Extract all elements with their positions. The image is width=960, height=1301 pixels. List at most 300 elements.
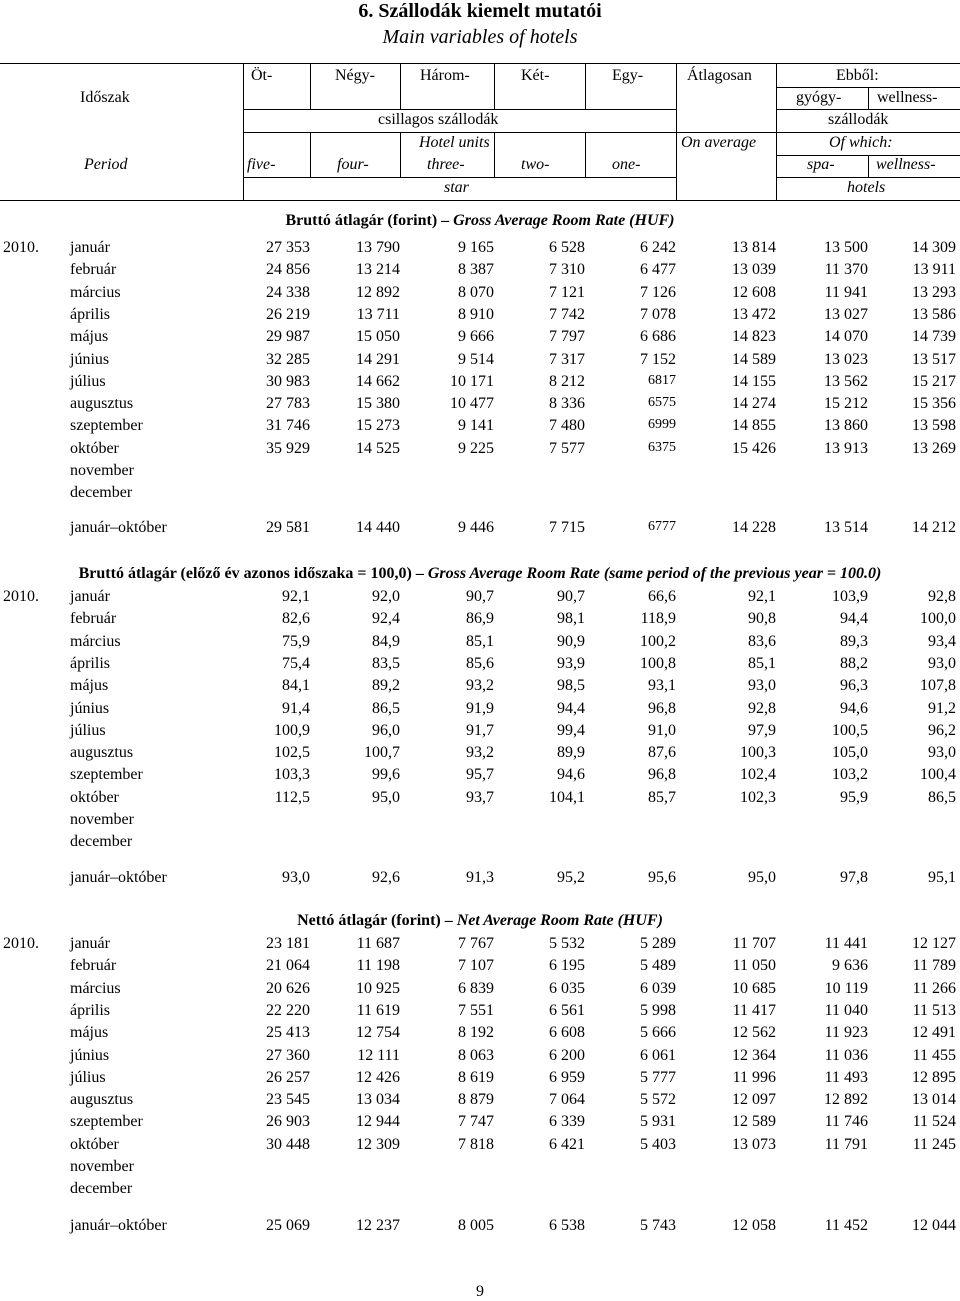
- table-cell: 13 034: [356, 1091, 400, 1109]
- table-cell: 93,0: [928, 654, 956, 672]
- table-row: [0, 980, 960, 1002]
- table-cell: 12 044: [912, 1217, 956, 1234]
- table-cell: 12 127: [912, 935, 956, 952]
- table-cell: 11 455: [912, 1046, 956, 1064]
- table-row: [0, 440, 960, 462]
- table-cell: 12 608: [732, 283, 776, 301]
- header-sub-rule-left: [243, 109, 676, 110]
- section-title-hu: Bruttó átlagár (forint) –: [285, 212, 450, 229]
- table-cell: 5 403: [640, 1135, 676, 1153]
- table-cell: 12 058: [732, 1217, 776, 1234]
- table-cell: 6575: [648, 395, 676, 411]
- table-cell: 15 380: [356, 395, 400, 413]
- table-cell: 6 686: [640, 328, 676, 346]
- table-cell: 13 860: [824, 417, 868, 435]
- table-cell: 13 039: [732, 261, 776, 279]
- table-cell: 8 336: [549, 395, 585, 413]
- table-cell: 13 911: [912, 261, 956, 279]
- month-label: január: [70, 239, 110, 256]
- table-cell: 11 746: [824, 1113, 868, 1131]
- table-cell: 10 685: [732, 979, 776, 997]
- table-cell: 11 923: [824, 1024, 868, 1042]
- table-cell: 13 472: [732, 305, 776, 323]
- table-cell: 13 913: [824, 439, 868, 457]
- table-cell: 24 338: [266, 283, 310, 301]
- table-cell: 100,4: [920, 766, 956, 784]
- month-label: január–október: [70, 869, 167, 886]
- table-cell: 32 285: [266, 350, 310, 368]
- table-cell: 22 220: [266, 1001, 310, 1019]
- table-cell: 8 212: [549, 372, 585, 390]
- section-title-hu: Bruttó átlagár (előző év azonos időszaka = 100,0) –: [78, 565, 424, 582]
- table-cell: 86,9: [466, 610, 494, 628]
- year-label: 2010.: [3, 588, 39, 605]
- table-cell: 13 562: [824, 372, 868, 390]
- header-col-divider: [310, 132, 311, 177]
- month-label: július: [70, 721, 106, 739]
- table-cell: 8 879: [458, 1091, 494, 1109]
- table-cell: 11 245: [912, 1135, 956, 1153]
- table-cell: 14 070: [824, 328, 868, 346]
- table-row: [0, 1047, 960, 1069]
- table-cell: 99,6: [372, 766, 400, 784]
- header-col-divider: [868, 87, 869, 109]
- table-cell: 7 742: [549, 305, 585, 323]
- month-label: május: [70, 328, 109, 346]
- header-col-divider: [400, 132, 401, 177]
- table-cell: 7 107: [458, 957, 494, 975]
- table-cell: 14 274: [732, 395, 776, 413]
- table-cell: 15 217: [912, 372, 956, 390]
- table-cell: 88,2: [840, 654, 868, 672]
- table-cell: 13 293: [912, 283, 956, 301]
- header-mid-rule: [243, 132, 960, 133]
- month-label: április: [70, 1001, 110, 1019]
- table-cell: 12 895: [912, 1068, 956, 1086]
- header-three-hu: Három-: [420, 67, 470, 84]
- section-title: [0, 565, 960, 583]
- table-row: [0, 519, 960, 541]
- table-cell: 25 413: [266, 1024, 310, 1042]
- table-cell: 92,4: [372, 610, 400, 628]
- table-cell: 92,1: [748, 588, 776, 605]
- table-cell: 12 309: [356, 1135, 400, 1153]
- table-row: [0, 1024, 960, 1046]
- table-row: [0, 306, 960, 328]
- table-cell: 9 446: [458, 519, 494, 536]
- month-label: július: [70, 1068, 106, 1086]
- month-label: szeptember: [70, 417, 143, 435]
- table-row: [0, 1158, 960, 1180]
- table-cell: 14 228: [732, 519, 776, 536]
- header-three-en: three-: [427, 156, 465, 173]
- table-cell: 12 589: [732, 1113, 776, 1131]
- table-row: [0, 239, 960, 261]
- month-label: december: [70, 833, 133, 851]
- table-cell: 100,0: [920, 610, 956, 628]
- table-cell: 7 480: [549, 417, 585, 435]
- table-cell: 96,8: [648, 766, 676, 784]
- header-col-divider: [868, 155, 869, 177]
- table-cell: 14 589: [732, 350, 776, 368]
- table-cell: 93,2: [466, 744, 494, 762]
- table-row: [0, 811, 960, 833]
- table-cell: 94,4: [557, 699, 585, 717]
- month-label: március: [70, 283, 121, 301]
- table-cell: 7 064: [549, 1091, 585, 1109]
- table-cell: 13 586: [912, 305, 956, 323]
- table-cell: 93,1: [648, 677, 676, 695]
- table-cell: 14 309: [912, 239, 956, 256]
- table-cell: 6 061: [640, 1046, 676, 1064]
- table-cell: 85,1: [748, 654, 776, 672]
- table-cell: 92,8: [748, 699, 776, 717]
- month-label: január–október: [70, 1217, 167, 1234]
- table-cell: 11 524: [912, 1113, 956, 1131]
- header-wellness-hu: wellness-: [877, 89, 938, 106]
- table-cell: 30 983: [266, 372, 310, 390]
- table-cell: 87,6: [648, 744, 676, 762]
- table-cell: 21 064: [266, 957, 310, 975]
- header-bottom-rule: [0, 200, 960, 201]
- table-row: [0, 351, 960, 373]
- table-cell: 14 525: [356, 439, 400, 457]
- table-cell: 23 181: [266, 935, 310, 952]
- table-cell: 26 257: [266, 1068, 310, 1086]
- header-average-hu: Átlagosan: [687, 67, 752, 84]
- table-cell: 11 513: [912, 1001, 956, 1019]
- table-cell: 91,2: [928, 699, 956, 717]
- header-sub-rule-right-en: [776, 177, 960, 178]
- table-cell: 14 212: [912, 519, 956, 536]
- table-cell: 27 360: [266, 1046, 310, 1064]
- table-cell: 89,2: [372, 677, 400, 695]
- table-cell: 5 998: [640, 1001, 676, 1019]
- table-cell: 6817: [648, 372, 676, 388]
- month-label: szeptember: [70, 1113, 143, 1131]
- table-cell: 12 111: [357, 1046, 400, 1064]
- header-ofwhich-en: Of which:: [829, 134, 893, 151]
- month-label: június: [70, 1046, 110, 1064]
- header-two-en: two-: [521, 156, 550, 173]
- header-col-divider: [494, 132, 495, 177]
- table-cell: 11 417: [732, 1001, 776, 1019]
- header-col-divider: [494, 63, 495, 109]
- table-cell: 91,3: [466, 869, 494, 886]
- section-title-en: Gross Average Room Rate (same period of the previous year = 100.0): [427, 565, 882, 582]
- header-period-hu: Időszak: [80, 89, 130, 106]
- table-cell: 8 070: [458, 283, 494, 301]
- table-cell: 93,4: [928, 632, 956, 650]
- month-label: június: [70, 699, 110, 717]
- table-cell: 35 929: [266, 439, 310, 457]
- header-hotels-en: hotels: [847, 179, 886, 196]
- table-row: [0, 588, 960, 610]
- table-cell: 15 212: [824, 395, 868, 413]
- header-col-divider: [310, 63, 311, 109]
- table-cell: 9 666: [458, 328, 494, 346]
- table-cell: 7 317: [549, 350, 585, 368]
- header-ofwhich-hu: Ebből:: [836, 67, 879, 84]
- table-cell: 91,4: [282, 699, 310, 717]
- table-row: [0, 1180, 960, 1202]
- table-cell: 100,7: [364, 744, 400, 762]
- table-cell: 12 491: [912, 1024, 956, 1042]
- table-cell: 7 551: [458, 1001, 494, 1019]
- section-title-en: Net Average Room Rate (HUF): [456, 912, 663, 929]
- table-cell: 104,1: [549, 788, 585, 806]
- table-cell: 11 941: [824, 283, 868, 301]
- table-cell: 94,4: [840, 610, 868, 628]
- table-cell: 7 767: [458, 935, 494, 952]
- table-cell: 96,0: [372, 721, 400, 739]
- table-cell: 91,0: [648, 721, 676, 739]
- table-cell: 11 198: [356, 957, 400, 975]
- table-cell: 93,9: [557, 654, 585, 672]
- table-cell: 23 545: [266, 1091, 310, 1109]
- table-cell: 5 666: [640, 1024, 676, 1042]
- month-label: július: [70, 372, 106, 390]
- table-cell: 29 987: [266, 328, 310, 346]
- table-row: [0, 373, 960, 395]
- table-cell: 11 266: [912, 979, 956, 997]
- table-cell: 6 039: [640, 979, 676, 997]
- table-cell: 86,5: [372, 699, 400, 717]
- table-cell: 10 477: [450, 395, 494, 413]
- table-row: [0, 833, 960, 855]
- table-row: [0, 869, 960, 891]
- table-cell: 12 892: [824, 1091, 868, 1109]
- table-cell: 91,9: [466, 699, 494, 717]
- header-four-hu: Négy-: [335, 67, 375, 84]
- table-cell: 98,5: [557, 677, 585, 695]
- table-cell: 6375: [648, 439, 676, 455]
- month-label: május: [70, 677, 109, 695]
- table-cell: 11 036: [824, 1046, 868, 1064]
- table-cell: 24 856: [266, 261, 310, 279]
- table-cell: 13 500: [824, 239, 868, 256]
- table-cell: 15 426: [732, 439, 776, 457]
- table-cell: 7 078: [640, 305, 676, 323]
- table-cell: 83,5: [372, 654, 400, 672]
- month-label: december: [70, 484, 133, 502]
- table-cell: 30 448: [266, 1135, 310, 1153]
- table-cell: 100,8: [640, 654, 676, 672]
- table-cell: 100,3: [740, 744, 776, 762]
- table-row: [0, 284, 960, 306]
- table-cell: 107,8: [920, 677, 956, 695]
- table-cell: 13 514: [824, 519, 868, 536]
- table-cell: 6 035: [549, 979, 585, 997]
- table-cell: 6 195: [549, 957, 585, 975]
- table-cell: 90,7: [557, 588, 585, 605]
- table-cell: 93,0: [282, 869, 310, 886]
- month-label: február: [70, 261, 117, 279]
- table-cell: 11 996: [732, 1068, 776, 1086]
- table-cell: 13 790: [356, 239, 400, 256]
- table-cell: 90,9: [557, 632, 585, 650]
- table-cell: 10 171: [450, 372, 494, 390]
- table-cell: 97,9: [748, 721, 776, 739]
- table-cell: 85,6: [466, 654, 494, 672]
- table-cell: 92,8: [928, 588, 956, 605]
- table-cell: 7 747: [458, 1113, 494, 1131]
- table-cell: 11 452: [824, 1217, 868, 1234]
- table-cell: 26 219: [266, 305, 310, 323]
- table-cell: 83,6: [748, 632, 776, 650]
- table-cell: 89,3: [840, 632, 868, 650]
- table-cell: 13 598: [912, 417, 956, 435]
- table-cell: 100,2: [640, 632, 676, 650]
- table-cell: 8 063: [458, 1046, 494, 1064]
- header-period-en: Period: [84, 156, 128, 173]
- header-star-en: star: [444, 179, 469, 196]
- table-cell: 89,9: [557, 744, 585, 762]
- month-label: június: [70, 350, 110, 368]
- header-five-en: five-: [247, 156, 276, 173]
- table-cell: 11 707: [732, 935, 776, 952]
- table-cell: 8 192: [458, 1024, 494, 1042]
- table-row: [0, 1069, 960, 1091]
- table-cell: 12 364: [732, 1046, 776, 1064]
- table-cell: 8 619: [458, 1068, 494, 1086]
- table-row: [0, 1091, 960, 1113]
- table-cell: 99,4: [557, 721, 585, 739]
- table-cell: 5 532: [549, 935, 585, 952]
- header-spa-hu: gyógy-: [796, 89, 842, 106]
- table-cell: 13 517: [912, 350, 956, 368]
- table-cell: 11 441: [824, 935, 868, 952]
- table-cell: 12 562: [732, 1024, 776, 1042]
- table-cell: 84,9: [372, 632, 400, 650]
- page-subtitle: Main variables of hotels: [382, 26, 578, 48]
- section-title: [0, 912, 960, 930]
- month-label: február: [70, 957, 117, 975]
- table-row: [0, 789, 960, 811]
- month-label: március: [70, 979, 121, 997]
- table-cell: 15 273: [356, 417, 400, 435]
- table-cell: 27 783: [266, 395, 310, 413]
- table-cell: 14 440: [356, 519, 400, 536]
- header-on-average-en: On average: [681, 134, 757, 151]
- table-row: [0, 744, 960, 766]
- table-cell: 96,3: [840, 677, 868, 695]
- header-hotels-hu: szállodák: [828, 111, 889, 128]
- table-cell: 11 050: [732, 957, 776, 975]
- month-label: október: [70, 788, 119, 806]
- table-cell: 6 608: [549, 1024, 585, 1042]
- header-two-hu: Két-: [521, 67, 550, 84]
- table-cell: 13 073: [732, 1135, 776, 1153]
- table-cell: 11 789: [912, 957, 956, 975]
- table-cell: 95,0: [372, 788, 400, 806]
- table-row: [0, 700, 960, 722]
- header-col-divider: [243, 63, 244, 200]
- table-row: [0, 1002, 960, 1024]
- table-cell: 102,3: [740, 788, 776, 806]
- header-col-divider: [676, 63, 677, 200]
- table-cell: 25 069: [266, 1217, 310, 1234]
- month-label: augusztus: [70, 1091, 134, 1109]
- header-spa-en: spa-: [807, 156, 835, 173]
- table-cell: 97,8: [840, 869, 868, 886]
- table-cell: 6 339: [549, 1113, 585, 1131]
- header-star-hotels-hu: csillagos szállodák: [378, 111, 499, 128]
- table-cell: 29 581: [266, 519, 310, 536]
- table-cell: 14 155: [732, 372, 776, 390]
- table-cell: 13 711: [356, 305, 400, 323]
- table-cell: 6 538: [549, 1217, 585, 1234]
- table-cell: 7 577: [549, 439, 585, 457]
- section-title-en: Gross Average Room Rate (HUF): [453, 212, 675, 229]
- header-sub-rule-left-en: [243, 177, 676, 178]
- month-label: október: [70, 439, 119, 457]
- month-label: május: [70, 1024, 109, 1042]
- table-cell: 112,5: [274, 788, 310, 806]
- table-cell: 103,2: [832, 766, 868, 784]
- table-cell: 27 353: [266, 239, 310, 256]
- table-cell: 12 892: [356, 283, 400, 301]
- table-cell: 5 777: [640, 1068, 676, 1086]
- month-label: november: [70, 811, 134, 828]
- table-row: [0, 766, 960, 788]
- table-row: [0, 1217, 960, 1239]
- table-cell: 26 903: [266, 1113, 310, 1131]
- table-cell: 5 743: [640, 1217, 676, 1234]
- table-cell: 6777: [648, 519, 676, 534]
- table-row: [0, 1113, 960, 1135]
- table-cell: 7 715: [549, 519, 585, 536]
- month-label: november: [70, 1158, 134, 1175]
- table-cell: 20 626: [266, 979, 310, 997]
- month-label: április: [70, 305, 110, 323]
- table-cell: 90,8: [748, 610, 776, 628]
- table-cell: 9 636: [832, 957, 868, 975]
- header-five-hu: Öt-: [251, 67, 273, 84]
- month-label: december: [70, 1180, 133, 1198]
- table-cell: 95,2: [557, 869, 585, 886]
- table-cell: 93,0: [928, 744, 956, 762]
- table-cell: 86,5: [928, 788, 956, 806]
- table-cell: 6 242: [640, 239, 676, 256]
- table-cell: 103,9: [832, 588, 868, 605]
- header-top-rule: [0, 63, 960, 64]
- table-cell: 92,0: [372, 588, 400, 605]
- table-cell: 91,7: [466, 721, 494, 739]
- table-row: [0, 633, 960, 655]
- table-cell: 98,1: [557, 610, 585, 628]
- section-title-hu: Nettó átlagár (forint) –: [297, 912, 453, 929]
- table-cell: 93,7: [466, 788, 494, 806]
- header-hotel-units-en: Hotel units: [419, 134, 490, 151]
- table-cell: 11 619: [356, 1001, 400, 1019]
- table-row: [0, 462, 960, 484]
- table-cell: 11 370: [824, 261, 868, 279]
- table-cell: 5 289: [640, 935, 676, 952]
- table-row: [0, 957, 960, 979]
- table-cell: 13 023: [824, 350, 868, 368]
- table-cell: 11 040: [824, 1001, 868, 1019]
- table-cell: 6 477: [640, 261, 676, 279]
- table-cell: 103,3: [274, 766, 310, 784]
- header-one-en: one-: [612, 156, 641, 173]
- table-cell: 15 050: [356, 328, 400, 346]
- table-cell: 7 121: [549, 283, 585, 301]
- table-cell: 6 528: [549, 239, 585, 256]
- table-cell: 9 514: [458, 350, 494, 368]
- month-label: március: [70, 632, 121, 650]
- table-cell: 11 791: [824, 1135, 868, 1153]
